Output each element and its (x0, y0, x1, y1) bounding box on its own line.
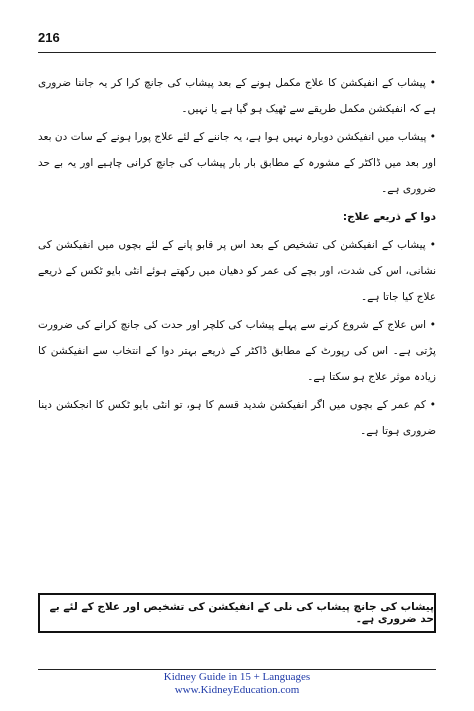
footer (0, 671, 474, 697)
footer-divider (38, 669, 436, 670)
paragraph-urine-test-after-treatment: • پیشاب کے انفیکشن کا علاج مکمل ہونے کے بعد پیشاب کی جانچ کرا کر یہ جاننا ضروری ہے کہ انفیکشن مکمل طریقے سے ٹھیک ہو گیا ہے یا نہیں۔ (38, 77, 436, 115)
section-heading-medication: دوا کے ذریعے علاج: (342, 211, 436, 223)
paragraph-injection-for-children: • کم عمر کے بچوں میں اگر انفیکشن شدید قسم کا ہو، تو انٹی بایو ٹکس کا انجکشن دینا ضروری ہوتا ہے۔ (38, 399, 436, 437)
header-divider (38, 52, 436, 53)
highlight-note-text: پیشاب کی جانچ پیشاب کی نلی کے انفیکشن کی تشخیص اور علاج کے لئے بے حد ضروری ہے۔ (49, 601, 434, 625)
page-content (38, 70, 436, 446)
paragraph-antibiotic-treatment: • پیشاب کے انفیکشن کی تشخیص کے بعد اس پر قابو پانے کے لئے بچوں میں انفیکشن کی نشانی، اس کی شدت، اور بچے کی عمر کو دھیان میں رکھتے ہوئے انٹی بایو ٹکس کے ذریعے علاج کیا جاتا ہے۔ (38, 239, 436, 303)
footer-website-link[interactable]: www.KidneyEducation.com (174, 684, 300, 696)
paragraph-urine-culture: • اس علاج کے شروع کرنے سے پہلے پیشاب کی کلچر اور حدت کی جانچ کرانے کی ضرورت پڑتی ہے۔ اس کی رپورٹ کے مطابق ڈاکٹر کے ذریعے بہتر دوا کے انتخاب سے انفیکشن کا زیادہ موثر علاج ہو سکتا ہے۔ (38, 319, 436, 383)
footer-title: Kidney Guide in 15 + Languages (163, 671, 311, 683)
highlight-note-box (38, 593, 436, 633)
page-number: 216 (38, 30, 60, 45)
paragraph-repeat-urine-tests: • پیشاب میں انفیکشن دوبارہ نہیں ہوا ہے، یہ جاننے کے لئے علاج پورا ہونے کے سات دن بعد اور بعد میں ڈاکٹر کے مشورہ کے مطابق بار بار پیشاب کی جانچ کرانی چاہیے اور یہ بے حد ضروری ہے۔ (38, 131, 436, 195)
